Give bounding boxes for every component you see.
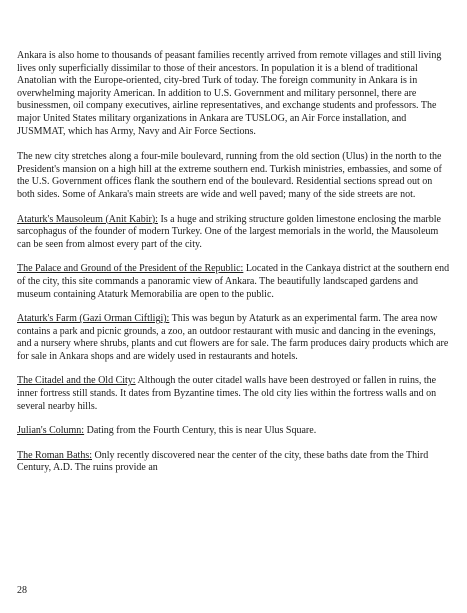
paragraph-text: Although the outer citadel walls have been destroyed or fallen in ruins, the inner fortress still stands. It dates from Byzantine times. The old city lies within the fortress walls and on several nearby hills. (17, 375, 437, 412)
paragraph-text: Is a huge and striking structure golden limestone enclosing the marble sarcophagus of the founder of modern Turkey. One of the largest memorials in the world, the Mausoleum can be seen from almost every part of the city. (17, 213, 441, 250)
paragraph-julians-column (17, 425, 452, 438)
paragraph-palace (17, 263, 452, 301)
paragraph-roman-baths (17, 450, 452, 475)
section-heading: Julian's Column: (17, 425, 85, 437)
paragraph-text: Located in the Cankaya district at the southern end of the city, this site commands a panoramic view of Ankara. The beautifully landscaped gardens and museum containing Ataturk Memorabilia are open to the public. (17, 263, 450, 300)
section-heading: Ataturk's Farm (Gazi Orman Ciftligi): (17, 313, 170, 325)
paragraph-farm (17, 313, 452, 363)
section-heading: The Roman Baths: (17, 449, 92, 461)
paragraph-text: This was begun by Ataturk as an experimental farm. The area now contains a park and picnic grounds, a zoo, an outdoor restaurant with music and dancing in the evenings, and a nursery where shrubs, plants and cut flowers are for sale. The farm produces dairy products which are for sale in Ankara shops and are widely used in restaurants and hotels. (17, 313, 449, 362)
paragraph-text: Only recently discovered near the center of the city, these baths date from the Third Century, A.D. The ruins provide an (17, 449, 429, 474)
paragraph-ankara-population (17, 50, 452, 138)
paragraph-text: Ankara is also home to thousands of peasant families recently arrived from remote villages and still living lives only superficially dissimilar to those of their ancestors. In population it is a blend of traditional Anatolian with the Europe-oriented, city-bred Turk of today. The foreign community in Ankara is in overwhelming majority American. In addition to U.S. Government and military personnel, there are businessmen, oil company executives, airline representatives, and exchange students and professors. The major United States military organizations in Ankara are TUSLOG, an Air Force installation, and JUSMMAT, which has Army, Navy and Air Force Sections. (17, 50, 442, 137)
paragraph-text: Dating from the Fourth Century, this is near Ulus Square. (84, 425, 317, 437)
paragraph-mausoleum (17, 214, 452, 252)
section-heading: The Palace and Ground of the President of the Republic: (17, 263, 244, 275)
section-heading: Ataturk's Mausoleum (Anit Kabir): (17, 213, 158, 225)
page-number: 28 (17, 585, 27, 596)
paragraph-citadel (17, 375, 452, 413)
paragraph-text: The new city stretches along a four-mile boulevard, running from the old section (Ulus) in the north to the President's mansion on a high hill at the extreme southern end. Turkish ministries, embassies, and some of the U.S. Government offices flank the southern end of the boulevard. Residential sections spread out on both sides. Some of Ankara's main streets are wide and well paved; many of the side streets are not. (17, 151, 442, 200)
section-heading: The Citadel and the Old City: (17, 375, 136, 387)
body-text (17, 50, 452, 487)
paragraph-new-city (17, 151, 452, 201)
